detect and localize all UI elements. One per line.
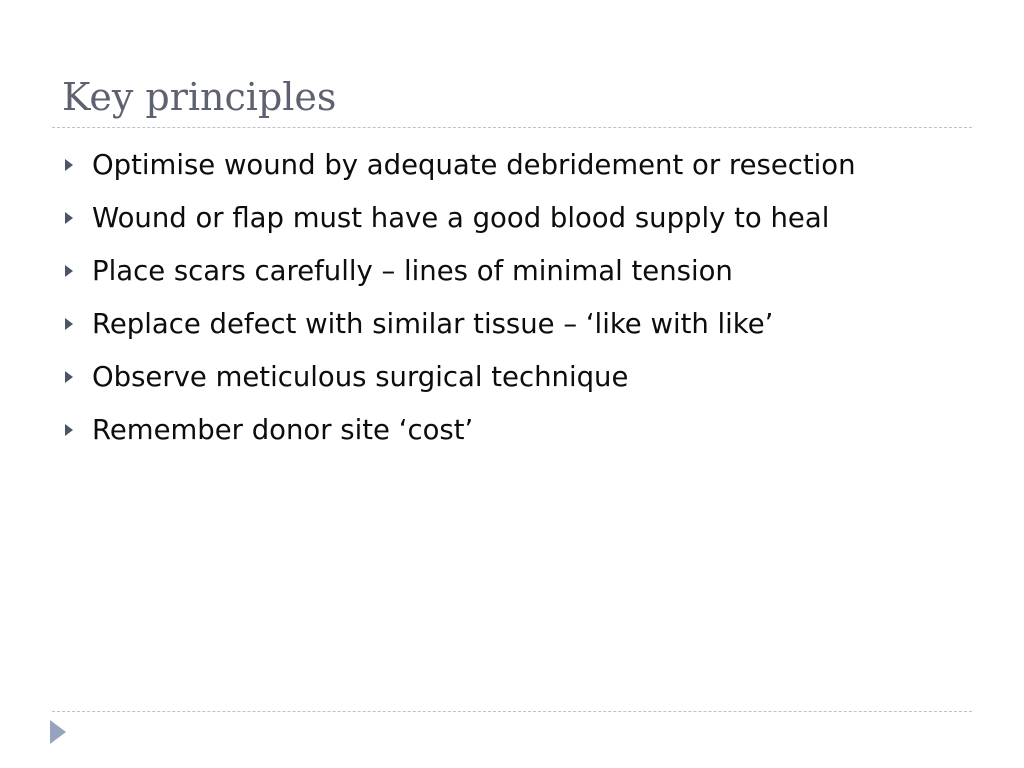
triangle-bullet-icon [65,318,73,330]
title-divider [52,127,972,128]
triangle-bullet-icon [65,424,73,436]
bullet-item [0,405,1024,458]
footer-divider [52,711,972,712]
bullet-item [0,140,1024,193]
slide-title: Key principles [62,75,337,119]
bullet-item [0,193,1024,246]
triangle-bullet-icon [65,371,73,383]
bullet-item [0,246,1024,299]
bullet-list [0,140,1024,458]
bullet-text: Optimise wound by adequate debridement or resection [92,149,856,181]
bullet-text: Place scars carefully – lines of minimal tension [92,255,733,287]
triangle-bullet-icon [65,212,73,224]
bullet-item [0,352,1024,405]
bullet-item [0,299,1024,352]
bullet-text: Wound or flap must have a good blood supply to heal [92,202,830,234]
triangle-bullet-icon [65,159,73,171]
bullet-text: Replace defect with similar tissue – ‘like with like’ [92,308,774,340]
bullet-text: Observe meticulous surgical technique [92,361,629,393]
bullet-text: Remember donor site ‘cost’ [92,414,474,446]
play-arrow-icon[interactable] [50,720,66,744]
triangle-bullet-icon [65,265,73,277]
